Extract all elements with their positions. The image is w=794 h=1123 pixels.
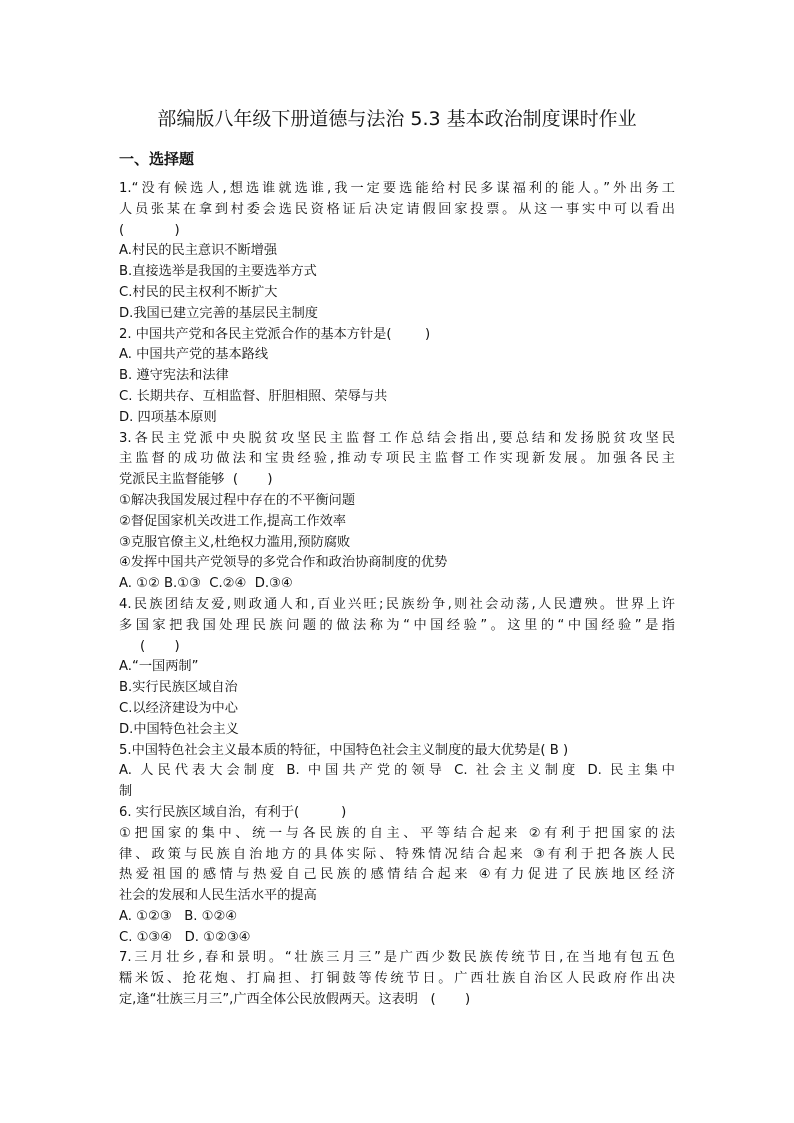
text-line: C. ①③④ D. ①②③④ [119, 929, 251, 945]
text-line: 糯米饭、抢花炮、打扁担、打铜鼓等传统节日。广西壮族自治区人民政府作出决 [119, 971, 675, 987]
text-line: B. 遵守宪法和法律 [119, 368, 229, 384]
text-line: 多国家把我国处理民族问题的做法称为“中国经验”。这里的“中国经验”是指 [119, 617, 675, 633]
text-line: 主监督的成功做法和宝贵经验,推动专项民主监督工作实现新发展。加强各民主 [119, 451, 675, 467]
text-line: 制 [119, 784, 133, 800]
text-line: ④发挥中国共产党领导的多党合作和政治协商制度的优势 [119, 555, 448, 571]
text-line: 3.各民主党派中央脱贫攻坚民主监督工作总结会指出,要总结和发扬脱贫攻坚民 [119, 430, 675, 446]
text-line: A. 人民代表大会制度 B. 中国共产党的领导 C. 社会主义制度 D. 民主集中 [119, 763, 675, 779]
text-line: A.村民的民主意识不断增强 [119, 243, 278, 259]
text-line: 1.“没有候选人,想选谁就选谁,我一定要选能给村民多谋福利的能人。”外出务工 [119, 181, 675, 196]
text-line: B.直接选举是我国的主要选举方式 [119, 264, 317, 280]
text-line: 热爱祖国的感情与热爱自己民族的感情结合起来 ④有力促进了民族地区经济 [119, 867, 675, 883]
text-line: ①解决我国发展过程中存在的不平衡问题 [119, 492, 356, 508]
text-line: 7.三月壮乡,春和景明。“壮族三月三”是广西少数民族传统节日,在当地有包五色 [119, 950, 675, 966]
text-line: C. 长期共存、互相监督、肝胆相照、荣辱与共 [119, 388, 388, 404]
text-line: 党派民主监督能够 ( ) [119, 472, 273, 488]
text-line: 律、政策与民族自治地方的具体实际、特殊情况结合起来 ③有利于把各族人民 [119, 846, 675, 862]
text-line: 5.中国特色社会主义最本质的特征，中国特色社会主义制度的最大优势是( B ) [119, 742, 569, 758]
text-line: D. 四项基本原则 [119, 409, 217, 425]
text-line: 6. 实行民族区域自治，有利于( ) [119, 804, 347, 820]
text-line: ③克服官僚主义,杜绝权力滥用,预防腐败 [119, 534, 351, 550]
text-line: 人员张某在拿到村委会选民资格证后决定请假回家投票。从这一事实中可以看出 [119, 201, 675, 217]
text-line: A. ①②③ B. ①②④ [119, 908, 238, 924]
text-line: D.中国特色社会主义 [119, 721, 239, 737]
text-line: ②督促国家机关改进工作,提高工作效率 [119, 513, 347, 529]
question-body [119, 179, 675, 1011]
section-heading: 一、选择题 [119, 150, 195, 168]
text-line: 4.民族团结友爱,则政通人和,百业兴旺;民族纷争,则社会动荡,人民遭殃。世界上许 [119, 596, 675, 612]
text-line: 社会的发展和人民生活水平的提高 [119, 888, 317, 904]
text-line: C.村民的民主权利不断扩大 [119, 284, 278, 300]
text-line: ( ) [119, 222, 180, 238]
page-title: 部编版八年级下册道德与法治 5.3 基本政治制度课时作业 [157, 108, 637, 130]
text-line: B.实行民族区域自治 [119, 680, 238, 696]
text-line: A.“一国两制” [119, 659, 199, 675]
text-line: A. 中国共产党的基本路线 [119, 347, 269, 363]
text-line: 定,逢“壮族三月三”,广西全体公民放假两天。这表明 ( ) [119, 992, 471, 1008]
text-line: ( ) [119, 638, 180, 654]
text-line: 2. 中国共产党和各民主党派合作的基本方针是( ) [119, 326, 431, 342]
text-line: D.我国已建立完善的基层民主制度 [119, 305, 318, 321]
text-line: A. ①② B.①③ C.②④ D.③④ [119, 576, 293, 592]
text-line: C.以经济建设为中心 [119, 700, 238, 716]
text-line: ①把国家的集中、统一与各民族的自主、平等结合起来 ②有利于把国家的法 [119, 825, 675, 841]
